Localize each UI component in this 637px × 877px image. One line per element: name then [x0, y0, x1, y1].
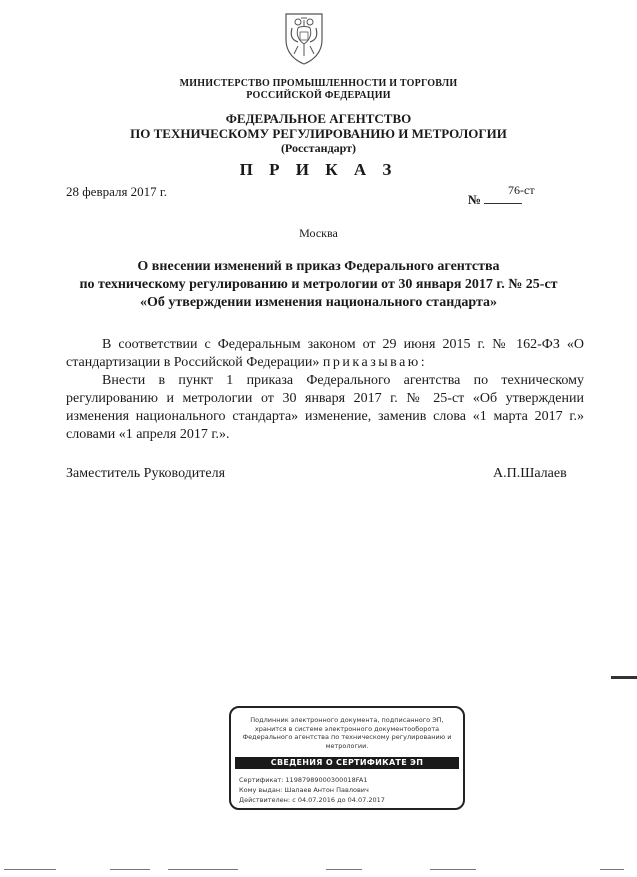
issued-to-value: Шалаев Антон Павлович: [284, 786, 369, 794]
body-paragraph-2: Внести в пункт 1 приказа Федерального агентства по техническому регулированию и метрологии от 30 января 2017 г. № 25-ст «Об утверждении изменения национального стандарта» изменение, заменив слова «1 марта 2017 г.» словами «1 апреля 2017 г.».: [66, 373, 584, 442]
scan-artifact-line: [430, 869, 476, 870]
order-title-line-3: «Об утверждении изменения национального стандарта»: [140, 295, 497, 310]
order-number-sign: №: [468, 192, 482, 207]
body-paragraph-1: [66, 336, 584, 372]
agency-name-line-1: ФЕДЕРАЛЬНОЕ АГЕНТСТВО: [225, 111, 412, 126]
stamp-note-line-3: Федерального агентства по техническому регулированию и: [242, 733, 452, 741]
certificate-value: 11987989000300018FA1: [285, 776, 368, 784]
scan-artifact-line: [600, 869, 624, 870]
stamp-banner: СВЕДЕНИЯ О СЕРТИФИКАТЕ ЭП: [235, 757, 459, 769]
certificate-row: [239, 776, 367, 784]
validity-label: Действителен:: [239, 796, 291, 804]
agency-short-name: (Росстандарт): [280, 141, 357, 155]
coat-of-arms-emblem: [280, 10, 328, 66]
order-title-line-1: О внесении изменений в приказ Федерального агентства: [137, 259, 500, 274]
issued-to-row: [239, 786, 369, 794]
city-name: Москва: [299, 226, 338, 240]
order-directive-word: приказываю:: [322, 355, 428, 370]
stamp-note-line-1: Подлинник электронного документа, подписанного ЭП,: [250, 716, 444, 724]
scan-artifact-line: [168, 869, 238, 870]
ministry-name-line-1: МИНИСТЕРСТВО ПРОМЫШЛЕННОСТИ И ТОРГОВЛИ: [179, 78, 458, 89]
order-number: 76-ст: [508, 183, 535, 197]
stamp-note: [241, 716, 453, 750]
document-type-heading: П Р И К А З: [239, 160, 398, 179]
signatory-role: Заместитель Руководителя: [66, 466, 226, 481]
scan-artifact-line: [4, 869, 56, 870]
validity-value: с 04.07.2016 до 04.07.2017: [292, 796, 385, 804]
validity-row: [239, 796, 385, 804]
certificate-label: Сертификат:: [239, 776, 284, 784]
signatory-name: А.П.Шалаев: [493, 466, 567, 481]
order-number-underline: [484, 203, 522, 204]
stamp-note-line-4: метрологии.: [325, 741, 369, 750]
stamp-note-line-2: хранится в системе электронного документооборота: [254, 724, 440, 733]
e-signature-stamp: [229, 706, 465, 810]
order-title-line-2: по техническому регулированию и метрологии от 30 января 2017 г. № 25-ст: [79, 277, 558, 292]
ministry-name-line-2: РОССИЙСКОЙ ФЕДЕРАЦИИ: [246, 90, 391, 101]
scan-artifact-line: [326, 869, 362, 870]
issued-to-label: Кому выдан:: [239, 786, 283, 794]
order-date: 28 февраля 2017 г.: [66, 184, 168, 199]
agency-name-line-2: ПО ТЕХНИЧЕСКОМУ РЕГУЛИРОВАНИЮ И МЕТРОЛОГИИ: [130, 126, 507, 141]
scan-artifact-line: [110, 869, 150, 870]
order-body: [66, 336, 584, 444]
body-paragraph-1-text: В соответствии с Федеральным законом от 29 июня 2015 г. № 162-ФЗ «О стандартизации в Российской Федерации»: [66, 337, 584, 370]
margin-mark: [611, 676, 637, 679]
